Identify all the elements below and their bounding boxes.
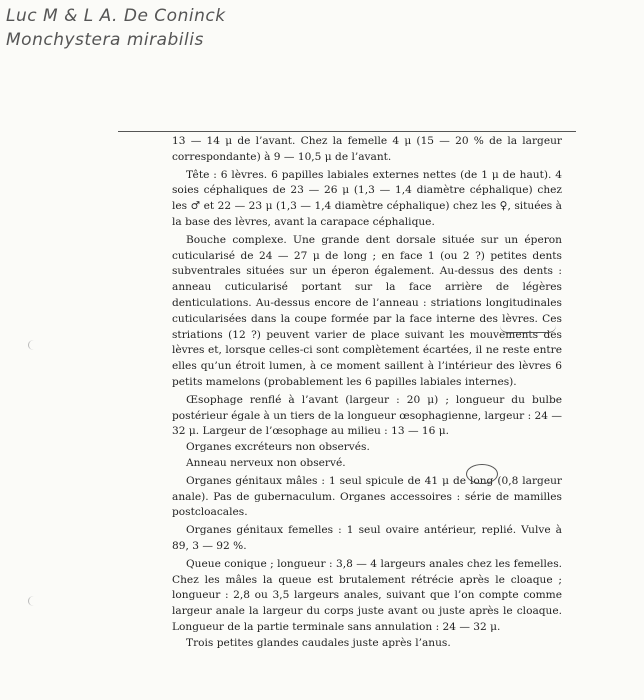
document-body [172, 134, 562, 652]
punch-hole-mark [28, 340, 39, 350]
paragraph-tail: Queue conique ; longueur : 3,8 — 4 largeurs anales chez les femelles. Chez les mâles la queue est brutalement rétrécie après le cloaque ; longueur : 2,8 ou 3,5 largeurs anales, suivant que l’on compte comme largeur anale la largeur du corps juste avant ou juste après le cloaque. Longueur de la partie terminale sans annulation : 24 — 32 μ. [172, 557, 562, 633]
paragraph-mouth: Bouche complexe. Une grande dent dorsale située sur un éperon cuticularisé de 24 — 27 μ de long ; en face 1 (ou 2 ?) petites dents subventrales situées sur un éperon également. Au-dessus des dents : anneau cuticularisé portant sur la face arrière de légères denticulations. Au-dessus encore de l’anneau : striations longitudinales cuticularisées dans la coupe formée par la face interne des lèvres. Ces striations (12 ?) peuvent varier de place suivant les mouvements des lèvres et, lorsque celles-ci sont complètement écartées, il ne reste entre elles qu’un étroit lumen, à ce moment saillent à l’intérieur des lèvres 6 petits mamelons (probablement les 6 papilles labiales internes). [172, 233, 562, 388]
punch-hole-mark [28, 596, 39, 606]
header-rule [118, 131, 576, 132]
paragraph-male-genital: Organes génitaux mâles : 1 seul spicule de 41 μ de long (0,8 largeur anale). Pas de gubernaculum. Organes accessoires : série de mamilles postcloacales. [172, 474, 562, 519]
handwritten-species: Monchystera mirabilis [6, 30, 204, 50]
paragraph-nerve-ring: Anneau nerveux non observé. [186, 456, 346, 469]
paragraph-head: Tête : 6 lèvres. 6 papilles labiales externes nettes (de 1 μ de haut). 4 soies céphaliques de 23 — 26 μ (1,3 — 1,4 diamètre céphalique) chez les ♂ et 22 — 23 μ (1,3 — 1,4 diamètre céphalique) chez les ♀, situées à la base des lèvres, avant la carapace céphalique. [172, 168, 562, 228]
paragraph-excretory: Organes excréteurs non observés. [186, 441, 370, 454]
paragraph-setae-position: 13 — 14 μ de l’avant. Chez la femelle 4 μ (15 — 20 % de la largeur correspondante) à 9 — 10,5 μ de l’avant. [172, 135, 562, 163]
paragraph-oesophagus: Œsophage renflé à l’avant (largeur : 20 μ) ; longueur du bulbe postérieur égale à un tiers de la longueur œsophagienne, largeur : 24 — 32 μ. Largeur de l’œsophage au milieu : 13 — 16 μ. [172, 393, 562, 438]
pen-circle-mark [466, 464, 498, 484]
pen-underline-mark [500, 318, 556, 333]
paragraph-caudal-glands: Trois petites glandes caudales juste après l’anus. [186, 636, 451, 649]
paragraph-female-genital: Organes génitaux femelles : 1 seul ovaire antérieur, replié. Vulve à 89, 3 — 92 %. [172, 524, 562, 552]
handwritten-authors: Luc M & L A. De Coninck [6, 6, 226, 26]
